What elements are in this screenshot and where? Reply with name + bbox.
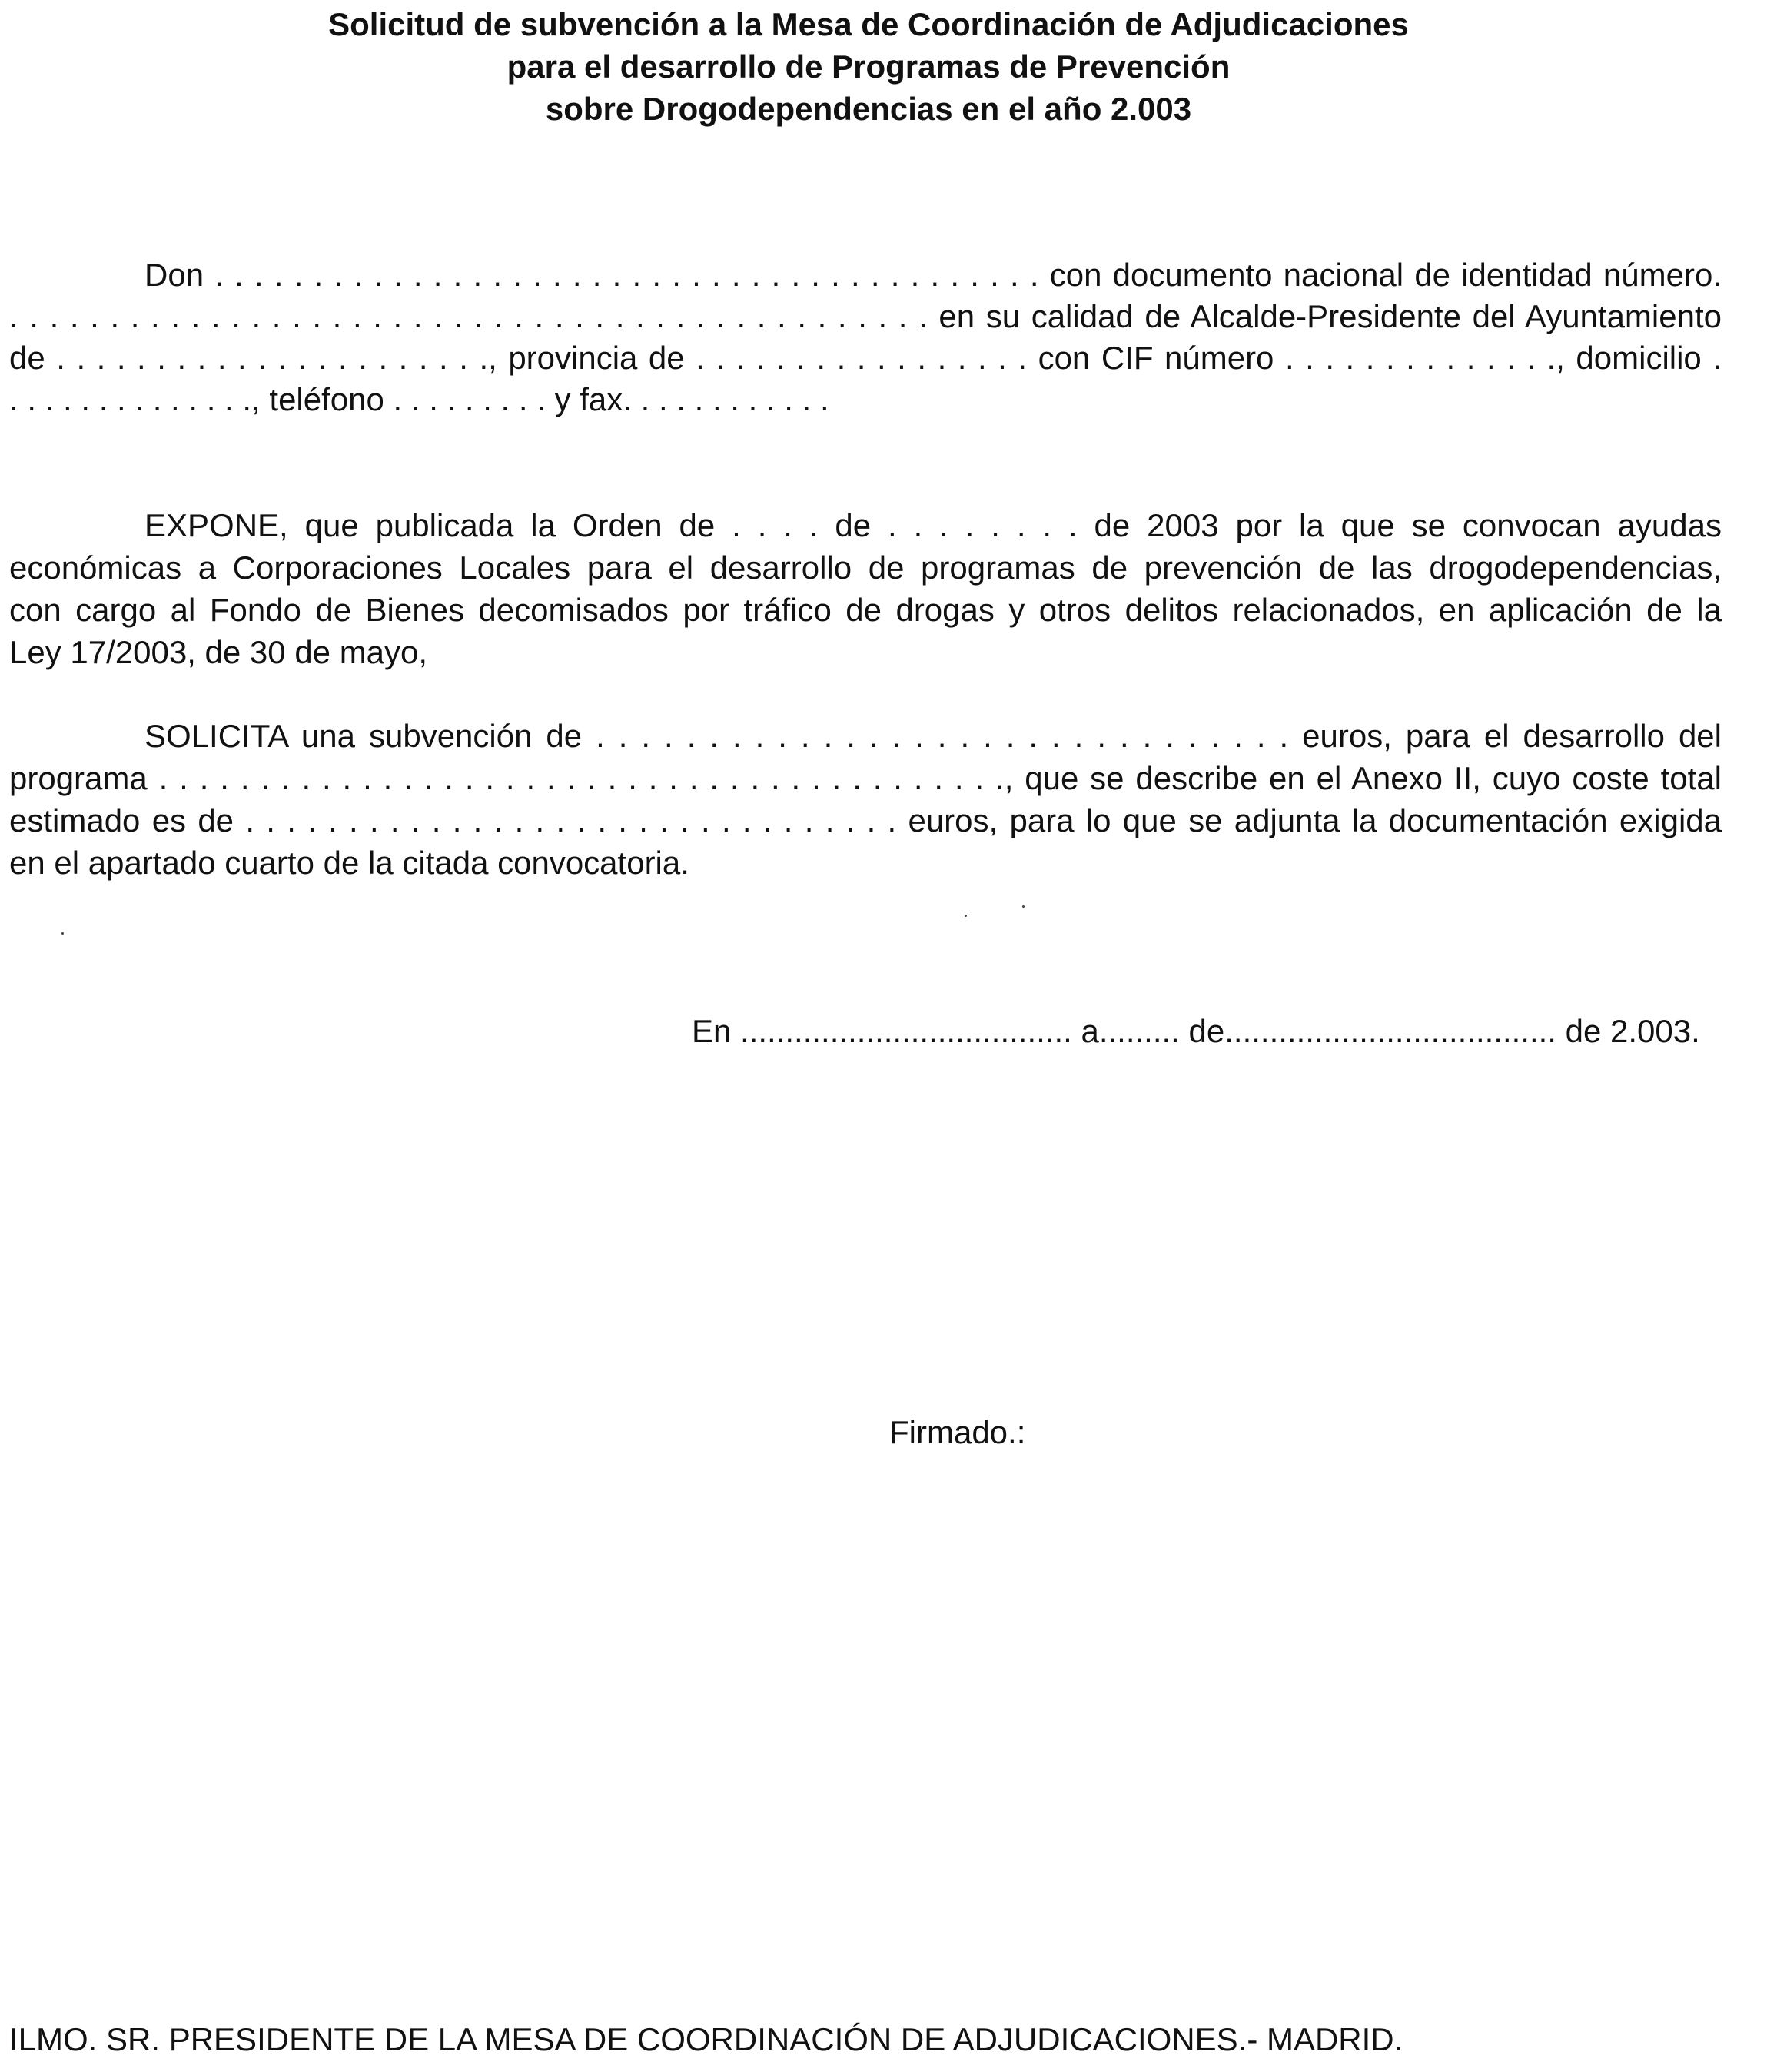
identification-line-3: de . . . . . . . . . . . . . . . . . . . . . ., provincia de . . . . . . . . . . . . . . . . . con CIF número . . . . . . . . . . . . . ., domicilio . — [9, 340, 1722, 376]
scan-speck — [965, 915, 967, 917]
title-line-1: Solicitud de subvención a la Mesa de Coordinación de Adjudicaciones — [328, 6, 1409, 42]
expone-line-4: Ley 17/2003, de 30 de mayo, — [9, 634, 428, 670]
title-line-2: para el desarrollo de Programas de Prevención — [507, 48, 1231, 85]
scan-speck — [61, 932, 64, 935]
title-line-3: sobre Drogodependencias en el año 2.003 — [545, 91, 1192, 127]
solicita-line-4: en el apartado cuarto de la citada convocatoria. — [9, 845, 689, 881]
solicita-line-2: programa . . . . . . . . . . . . . . . . . . . . . . . . . . . . . . . . . . . . . . . . . ., que se describe en el Anexo II, cuyo coste total — [9, 760, 1722, 796]
signature-label: Firmado.: — [889, 1414, 1026, 1450]
place-and-date-line: En ..................................... a......... de..................................... de 2.003. — [692, 1013, 1700, 1049]
addressee-footer: ILMO. SR. PRESIDENTE DE LA MESA DE COORDINACIÓN DE ADJUDICACIONES.- MADRID. — [9, 2021, 1403, 2057]
solicita-line-3: estimado es de . . . . . . . . . . . . . . . . . . . . . . . . . . . . . . . . euros, para lo que se adjunta la documentación exigida — [9, 802, 1722, 838]
scan-speck — [1022, 905, 1025, 908]
expone-line-3: con cargo al Fondo de Bienes decomisados por tráfico de drogas y otros delitos relacionados, en aplicación de la — [9, 592, 1722, 628]
expone-line-2: económicas a Corporaciones Locales para el desarrollo de programas de prevención de las drogodependencias, — [9, 550, 1722, 586]
document-title — [0, 3, 1737, 130]
identification-line-4: . . . . . . . . . . . . . ., teléfono . . . . . . . . . y fax. . . . . . . . . . . . — [9, 381, 829, 417]
identification-line-2: . . . . . . . . . . . . . . . . . . . . . . . . . . . . . . . . . . . . . . . . . . . . . . en su calidad de Alcalde-Presidente del Ayuntamiento — [9, 298, 1722, 334]
identification-line-1: Don . . . . . . . . . . . . . . . . . . . . . . . . . . . . . . . . . . . . . . . . . . con documento nacional de identidad número. — [144, 257, 1722, 293]
expone-line-1: EXPONE, que publicada la Orden de . . . . de . . . . . . . . de 2003 por la que se convocan ayudas — [144, 507, 1722, 543]
solicita-line-1: SOLICITA una subvención de . . . . . . . . . . . . . . . . . . . . . . . . . . . . . . . euros, para el desarrollo del — [144, 718, 1722, 754]
